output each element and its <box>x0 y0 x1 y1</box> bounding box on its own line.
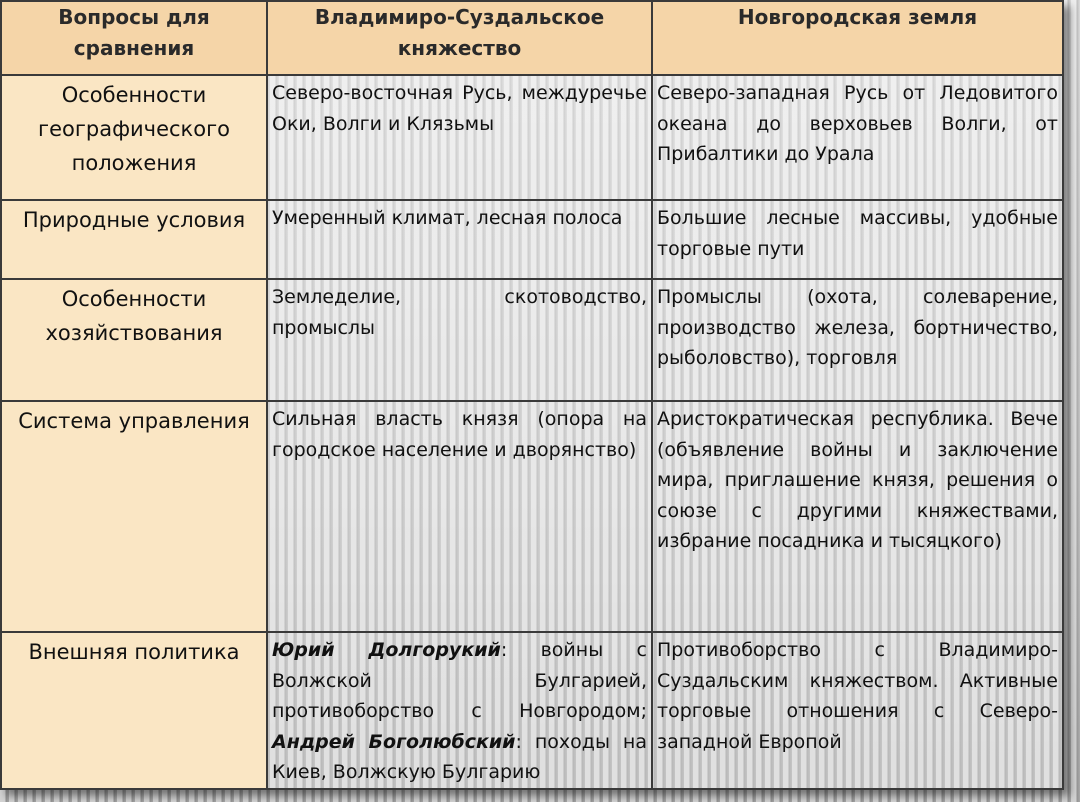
cell-vladimir-governance: Сильная власть князя (опора на городское население и дворянство) <box>267 401 652 632</box>
ruler-name-yuri: Юрий Долгорукий <box>272 639 501 661</box>
cell-novgorod-geography: Северо-западная Русь от Ледовитого океана до верховьев Волги, от Прибалтики до Урала <box>652 75 1063 200</box>
cell-vladimir-foreign-policy <box>267 632 652 789</box>
ruler-name-andrei: Андрей Боголюбский <box>272 730 516 753</box>
table-row <box>1 200 1063 279</box>
row-question-foreign-policy: Внешняя политика <box>1 632 267 789</box>
foreign-policy-text-yuri: : войны с Волжской Булгарией, противоборство с Новгородом; <box>272 639 647 722</box>
table-row <box>1 279 1063 401</box>
header-questions: Вопросы для сравнения <box>1 1 267 75</box>
cell-novgorod-foreign-policy: Противоборство с Владимиро-Суздальским княжеством. Активные торговые отношения с Северо-западной Европой <box>652 632 1063 789</box>
table-header-row <box>1 1 1063 75</box>
row-question-nature: Природные условия <box>1 200 267 279</box>
cell-novgorod-economy: Промыслы (охота, солеварение, производство железа, бортничество, рыболовство), торговля <box>652 279 1063 401</box>
cell-vladimir-geography: Северо-восточная Русь, междуречье Оки, Волги и Клязьмы <box>267 75 652 200</box>
cell-vladimir-economy: Земледелие, скотоводство, промыслы <box>267 279 652 401</box>
cell-novgorod-governance: Аристократическая республика. Вече (объявление войны и заключение мира, приглашение князя, решения о союзе с другими княжествами, избрание посадника и тысяцкого) <box>652 401 1063 632</box>
row-question-economy: Особенности хозяйствования <box>1 279 267 401</box>
table-row <box>1 632 1063 789</box>
table-row <box>1 75 1063 200</box>
row-question-geography: Особенности географического положения <box>1 75 267 200</box>
header-novgorod: Новгородская земля <box>652 1 1063 75</box>
cell-novgorod-nature: Большие лесные массивы, удобные торговые пути <box>652 200 1063 279</box>
header-vladimir-suzdal: Владимиро-Суздальское княжество <box>267 1 652 75</box>
cell-vladimir-nature: Умеренный климат, лесная полоса <box>267 200 652 279</box>
foreign-policy-text-andrei: : походы на Киев, Волжскую Булгарию <box>272 730 647 783</box>
table-row <box>1 401 1063 632</box>
row-question-governance: Система управления <box>1 401 267 632</box>
